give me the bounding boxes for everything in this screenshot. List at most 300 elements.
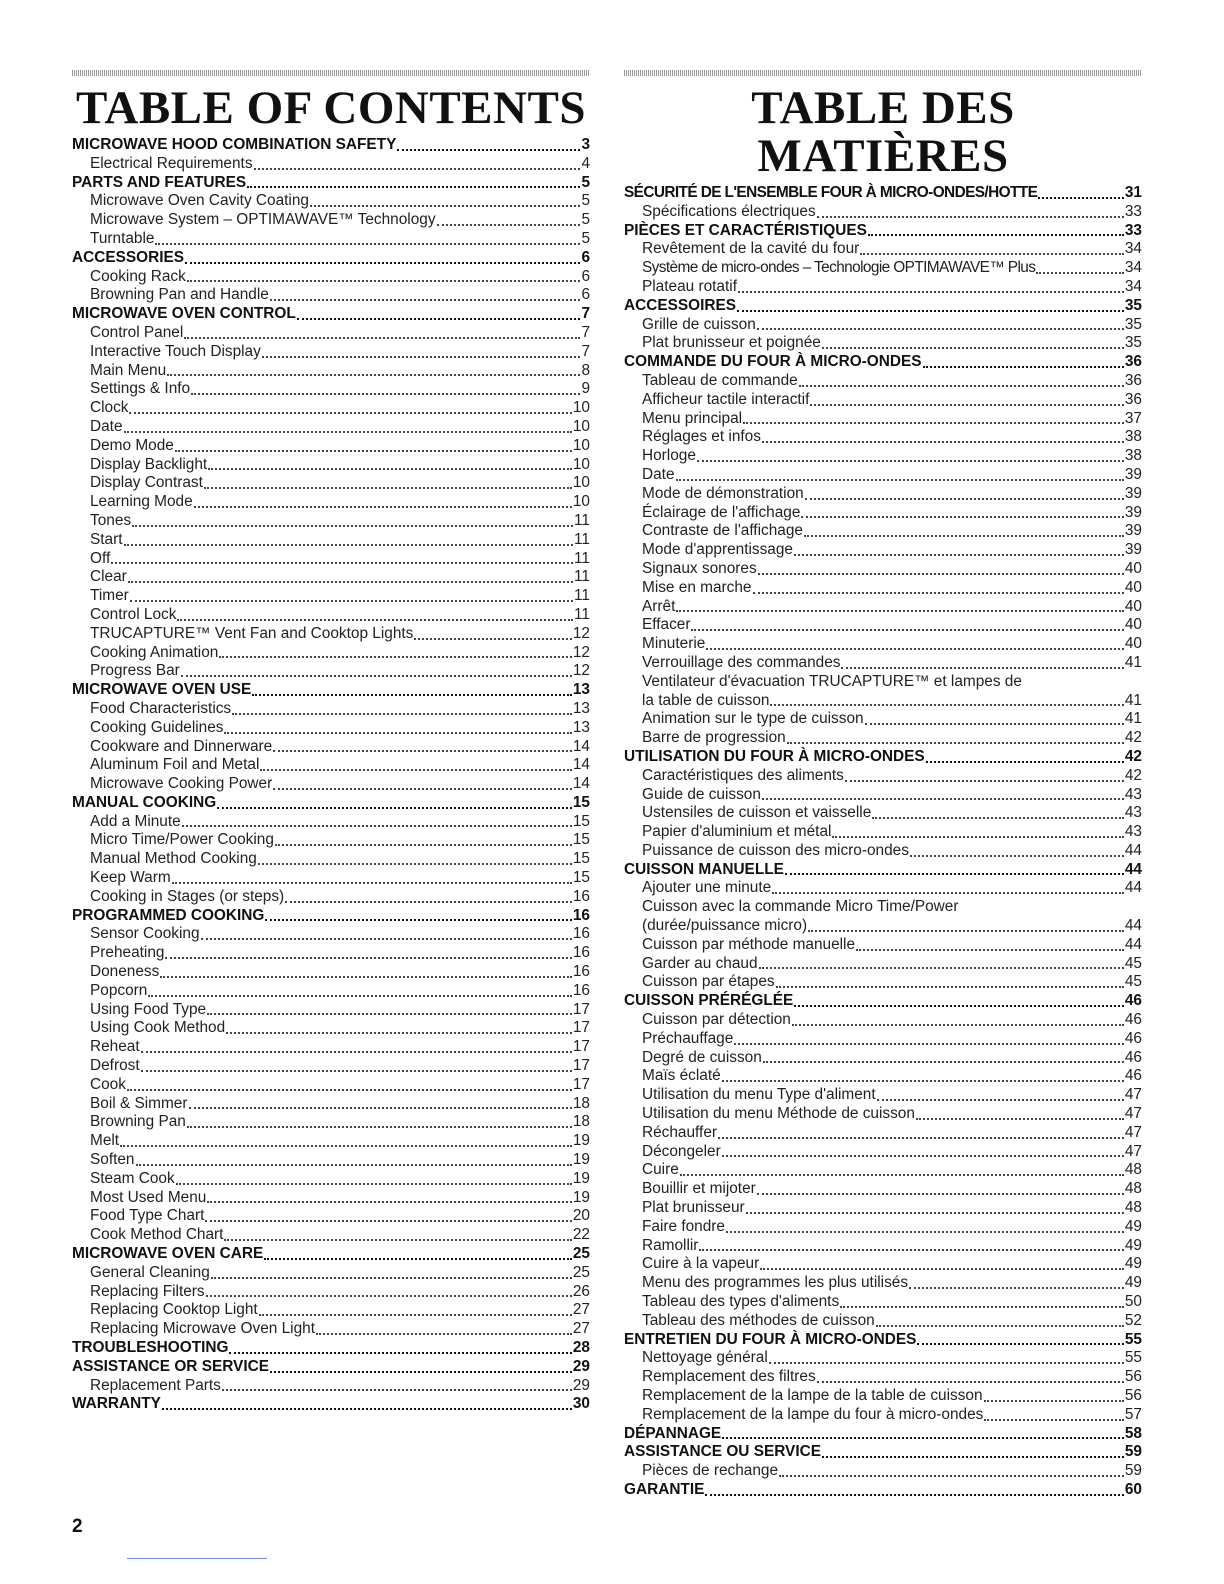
- toc-subsection-entry[interactable]: [624, 823, 1142, 842]
- toc-entry-text: Doneness: [90, 963, 160, 981]
- dot-leader: [680, 1174, 1124, 1176]
- dot-leader: [252, 694, 572, 696]
- toc-subsection-entry[interactable]: [624, 485, 1142, 504]
- dot-leader: [130, 600, 573, 602]
- toc-subsection-entry[interactable]: [624, 240, 1142, 259]
- toc-entry-text: PIÈCES ET CARACTÉRISTIQUES: [624, 221, 867, 239]
- toc-subsection-entry[interactable]: [72, 869, 590, 888]
- toc-subsection-entry[interactable]: [624, 917, 1142, 936]
- toc-subsection-entry[interactable]: [72, 1113, 590, 1132]
- toc-page-number: 40: [1124, 635, 1142, 653]
- toc-subsection-entry[interactable]: [72, 211, 590, 230]
- toc-subsection-entry[interactable]: [624, 1067, 1142, 1086]
- toc-entry-text: Menu des programmes les plus utilisés: [642, 1274, 909, 1292]
- toc-section-entry[interactable]: [624, 1481, 1142, 1500]
- toc-subsection-entry[interactable]: [72, 456, 590, 475]
- toc-entry-text: Préchauffage: [642, 1029, 734, 1047]
- toc-subsection-entry[interactable]: [72, 925, 590, 944]
- dot-leader: [799, 385, 1124, 387]
- toc-entry-text: Utilisation du menu Méthode de cuisson: [642, 1105, 915, 1123]
- toc-subsection-entry[interactable]: [624, 729, 1142, 748]
- toc-entry-text: Cuisson par méthode manuelle: [642, 935, 856, 953]
- toc-subsection-entry[interactable]: [72, 775, 590, 794]
- toc-section-entry[interactable]: [624, 353, 1142, 372]
- toc-entry-text: Main Menu: [90, 361, 167, 379]
- toc-section-entry[interactable]: [624, 748, 1142, 767]
- toc-subsection-entry[interactable]: [72, 399, 590, 418]
- toc-entry-text: (durée/puissance micro): [642, 917, 808, 935]
- toc-page-number: 45: [1124, 973, 1142, 991]
- dot-leader: [155, 243, 580, 245]
- toc-page-number: 44: [1124, 860, 1142, 878]
- toc-section-entry[interactable]: [72, 1358, 590, 1377]
- toc-page-number: 46: [1124, 1029, 1142, 1047]
- toc-section-entry[interactable]: [72, 249, 590, 268]
- dot-leader: [206, 1295, 572, 1297]
- dot-leader: [910, 855, 1124, 857]
- toc-entry-text: ACCESSOIRES: [624, 296, 737, 314]
- dot-leader: [189, 1107, 572, 1109]
- dot-leader: [877, 1099, 1124, 1101]
- toc-page-number: 16: [572, 963, 590, 981]
- dot-leader: [316, 1333, 572, 1335]
- toc-subsection-entry[interactable]: [72, 831, 590, 850]
- dot-leader: [275, 844, 572, 846]
- dot-leader: [1036, 272, 1124, 274]
- toc-page-number: 10: [572, 493, 590, 511]
- toc-subsection-entry[interactable]: [624, 955, 1142, 974]
- toc-entry-text: MICROWAVE OVEN USE: [72, 681, 252, 699]
- toc-subsection-entry[interactable]: [624, 616, 1142, 635]
- toc-subsection-entry[interactable]: [624, 391, 1142, 410]
- toc-entry-text: MANUAL COOKING: [72, 793, 217, 811]
- toc-entry-text: Garder au chaud: [642, 954, 758, 972]
- dot-leader: [772, 892, 1124, 894]
- toc-entry-text: Settings & Info: [90, 380, 191, 398]
- toc-subsection-entry[interactable]: [624, 372, 1142, 391]
- toc-section-entry[interactable]: [72, 794, 590, 813]
- toc-entry-text: MICROWAVE OVEN CONTROL: [72, 305, 296, 323]
- toc-subsection-entry[interactable]: [72, 493, 590, 512]
- toc-page-number: 19: [572, 1188, 590, 1206]
- toc-subsection-entry[interactable]: [72, 1001, 590, 1020]
- toc-page-number: 13: [572, 718, 590, 736]
- toc-subsection-entry[interactable]: [624, 278, 1142, 297]
- toc-subsection-entry[interactable]: [624, 259, 1142, 278]
- toc-subsection-entry[interactable]: [624, 560, 1142, 579]
- toc-entry-text: Tones: [90, 511, 132, 529]
- toc-section-entry[interactable]: [72, 1245, 590, 1264]
- toc-section-entry[interactable]: [72, 681, 590, 700]
- toc-section-entry[interactable]: [624, 1331, 1142, 1350]
- toc-subsection-entry[interactable]: [624, 1349, 1142, 1368]
- toc-subsection-entry[interactable]: [72, 418, 590, 437]
- toc-subsection-entry[interactable]: [72, 324, 590, 343]
- toc-subsection-entry[interactable]: [72, 1170, 590, 1189]
- toc-subsection-entry[interactable]: [72, 1207, 590, 1226]
- toc-entry-text: Replacing Filters: [90, 1282, 205, 1300]
- toc-subsection-entry[interactable]: [624, 1143, 1142, 1162]
- toc-entry-text: Progress Bar: [90, 662, 180, 680]
- toc-subsection-entry[interactable]: [624, 1274, 1142, 1293]
- toc-subsection-entry[interactable]: [72, 155, 590, 174]
- toc-entry-text: Browning Pan and Handle: [90, 286, 269, 304]
- toc-subsection-entry[interactable]: [72, 343, 590, 362]
- toc-subsection-entry[interactable]: [72, 982, 590, 1001]
- toc-page-number: 40: [1124, 559, 1142, 577]
- toc-section-entry[interactable]: [72, 174, 590, 193]
- toc-entry-text: Ventilateur d'évacuation TRUCAPTURE™ et lampes de: [642, 672, 1022, 690]
- dot-leader: [127, 1089, 572, 1091]
- dot-leader: [270, 299, 581, 301]
- toc-subsection-entry[interactable]: [624, 842, 1142, 861]
- dot-leader: [738, 291, 1124, 293]
- dot-leader: [856, 949, 1124, 951]
- dot-leader: [262, 356, 581, 358]
- toc-section-entry[interactable]: [624, 861, 1142, 880]
- toc-page-number: 42: [1124, 766, 1142, 784]
- toc-entry-text: Control Lock: [90, 605, 177, 623]
- toc-subsection-entry[interactable]: [72, 850, 590, 869]
- toc-subsection-entry[interactable]: [72, 756, 590, 775]
- toc-page-number: 44: [1124, 879, 1142, 897]
- toc-entry-text: TROUBLESHOOTING: [72, 1339, 229, 1356]
- toc-subsection-entry[interactable]: [624, 579, 1142, 598]
- dot-leader: [194, 506, 572, 508]
- toc-subsection-entry[interactable]: [72, 700, 590, 719]
- toc-subsection-entry[interactable]: [72, 437, 590, 456]
- toc-entry-text: SÉCURITÉ DE L'ENSEMBLE FOUR À MICRO-ONDES/HOTTE: [624, 184, 1038, 201]
- toc-subsection-entry[interactable]: [624, 973, 1142, 992]
- toc-entry-text: Control Panel: [90, 323, 184, 341]
- toc-subsection-entry[interactable]: [72, 738, 590, 757]
- toc-subsection-entry[interactable]: [72, 1076, 590, 1095]
- toc-subsection-entry[interactable]: [72, 512, 590, 531]
- toc-subsection-entry[interactable]: [624, 635, 1142, 654]
- dot-leader: [917, 1343, 1123, 1345]
- toc-subsection-entry[interactable]: [624, 1237, 1142, 1256]
- toc-subsection-entry[interactable]: [72, 1189, 590, 1208]
- toc-page-number: 11: [574, 587, 590, 605]
- toc-page-number: 5: [581, 229, 590, 247]
- toc-page-number: 12: [572, 662, 590, 680]
- toc-page-number: 42: [1124, 747, 1142, 765]
- toc-entry-text: Spécifications électriques: [642, 202, 816, 220]
- toc-page-number: 46: [1124, 1067, 1142, 1085]
- toc-entry-text: Animation sur le type de cuisson: [642, 710, 864, 728]
- toc-subsection-entry[interactable]: [624, 710, 1142, 729]
- toc-page-number: 18: [572, 1113, 590, 1131]
- toc-entry-text: Horloge: [642, 447, 696, 465]
- dot-leader: [111, 562, 573, 564]
- toc-subsection-entry[interactable]: [72, 286, 590, 305]
- toc-subsection-entry[interactable]: [624, 410, 1142, 429]
- toc-entry-text: Degré de cuisson: [642, 1048, 762, 1066]
- toc-subsection-entry[interactable]: [624, 1011, 1142, 1030]
- toc-entry-text: Afficheur tactile interactif: [642, 390, 810, 408]
- toc-entry-text: General Cleaning: [90, 1263, 210, 1281]
- toc-subsection-entry[interactable]: [72, 268, 590, 287]
- toc-subsection-entry[interactable]: [72, 1377, 590, 1396]
- toc-subsection-entry[interactable]: [624, 879, 1142, 898]
- dot-leader: [124, 544, 574, 546]
- toc-subsection-entry[interactable]: [624, 1218, 1142, 1237]
- toc-subsection-entry[interactable]: [624, 1368, 1142, 1387]
- toc-subsection-entry[interactable]: [624, 1312, 1142, 1331]
- toc-entry-text: Arrêt: [642, 597, 676, 615]
- dot-leader: [204, 487, 572, 489]
- dot-leader: [737, 310, 1124, 312]
- toc-page-number: 29: [572, 1376, 590, 1394]
- toc-section-entry[interactable]: [624, 297, 1142, 316]
- toc-page-number: 22: [572, 1226, 590, 1244]
- bottom-link-underline: [127, 1558, 267, 1559]
- toc-page-number: 56: [1124, 1368, 1142, 1386]
- toc-subsection-entry[interactable]: [624, 466, 1142, 485]
- toc-entry-text: COMMANDE DU FOUR À MICRO-ONDES: [624, 353, 922, 371]
- toc-entry-text: Cook Method Chart: [90, 1226, 224, 1244]
- dot-leader: [763, 1061, 1124, 1063]
- dot-leader: [792, 1024, 1124, 1026]
- toc-subsection-entry[interactable]: [72, 1057, 590, 1076]
- toc-subsection-entry[interactable]: [72, 531, 590, 550]
- toc-subsection-entry[interactable]: [72, 1226, 590, 1245]
- toc-entry-text: Cuire: [642, 1161, 679, 1179]
- toc-page-number: 12: [572, 643, 590, 661]
- toc-en-title: TABLE OF CONTENTS: [76, 82, 586, 134]
- dot-leader: [785, 873, 1124, 875]
- toc-section-entry[interactable]: [624, 1425, 1142, 1444]
- toc-entry-text: Off: [90, 549, 111, 567]
- toc-subsection-entry[interactable]: [624, 1293, 1142, 1312]
- toc-subsection-entry[interactable]: [72, 587, 590, 606]
- toc-subsection-entry[interactable]: [72, 550, 590, 569]
- toc-entry-text: Date: [642, 465, 675, 483]
- toc-subsection-entry[interactable]: [72, 963, 590, 982]
- toc-page-number: 16: [572, 944, 590, 962]
- toc-page-number: 10: [572, 436, 590, 454]
- toc-subsection-entry[interactable]: [624, 447, 1142, 466]
- toc-entry-text: GARANTIE: [624, 1480, 705, 1498]
- dot-leader: [808, 930, 1124, 932]
- toc-entry-text: Plateau rotatif: [642, 277, 737, 295]
- toc-subsection-entry[interactable]: [624, 334, 1142, 353]
- toc-subsection-entry[interactable]: [624, 541, 1142, 560]
- toc-page-number: 29: [572, 1357, 590, 1375]
- dot-leader: [181, 675, 572, 677]
- toc-entry-text: Food Characteristics: [90, 699, 232, 717]
- toc-entry-text: Cooking in Stages (or steps): [90, 887, 285, 905]
- toc-page-number: 44: [1124, 917, 1142, 935]
- toc-subsection-entry[interactable]: [72, 1283, 590, 1302]
- dot-leader: [208, 468, 572, 470]
- toc-subsection-entry[interactable]: [624, 654, 1142, 673]
- toc-section-entry[interactable]: [72, 907, 590, 926]
- toc-entry-text: Microwave Cooking Power: [90, 775, 273, 793]
- toc-subsection-entry[interactable]: [72, 1320, 590, 1339]
- toc-entry-text: Cookware and Dinnerware: [90, 737, 273, 755]
- toc-subsection-entry[interactable]: [72, 230, 590, 249]
- dot-leader: [757, 1193, 1124, 1195]
- dot-leader: [132, 525, 573, 527]
- toc-entry-text: ENTRETIEN DU FOUR À MICRO-ONDES: [624, 1330, 917, 1348]
- dot-leader: [722, 1155, 1124, 1157]
- toc-page-number: 49: [1124, 1236, 1142, 1254]
- toc-subsection-entry[interactable]: [72, 644, 590, 663]
- toc-entry-text: Caractéristiques des aliments: [642, 766, 844, 784]
- dot-leader: [397, 149, 580, 151]
- dot-leader: [810, 404, 1123, 406]
- toc-subsection-entry[interactable]: [72, 662, 590, 681]
- toc-entry-text: Papier d'aluminium et métal: [642, 823, 832, 841]
- toc-page-number: 12: [572, 624, 590, 642]
- toc-page-number: 11: [574, 511, 590, 529]
- dot-leader: [254, 168, 581, 170]
- toc-entry-text: Clear: [90, 568, 127, 586]
- toc-subsection-entry[interactable]: [72, 474, 590, 493]
- toc-section-entry[interactable]: [624, 1443, 1142, 1462]
- toc-section-entry[interactable]: [72, 1395, 590, 1414]
- toc-entry-text: Réglages et infos: [642, 428, 761, 446]
- toc-page-number: 17: [572, 1019, 590, 1037]
- toc-entry-text: Cooking Guidelines: [90, 718, 224, 736]
- toc-page-number: 27: [572, 1320, 590, 1338]
- toc-page-number: 34: [1124, 240, 1142, 258]
- toc-page-number: 18: [572, 1094, 590, 1112]
- dot-leader: [909, 1287, 1124, 1289]
- toc-subsection-entry[interactable]: [624, 1180, 1142, 1199]
- toc-entry-text: Plat brunisseur: [642, 1199, 745, 1217]
- toc-entry-text: Minuterie: [642, 635, 706, 653]
- dot-leader: [794, 1005, 1124, 1007]
- toc-subsection-entry[interactable]: [72, 1301, 590, 1320]
- toc-subsection-entry[interactable]: [624, 1462, 1142, 1481]
- toc-page-number: 56: [1124, 1387, 1142, 1404]
- toc-page-number: 15: [572, 831, 590, 849]
- toc-subsection-entry[interactable]: [624, 203, 1142, 222]
- toc-subsection-entry[interactable]: [72, 568, 590, 587]
- toc-page-number: 46: [1124, 1048, 1142, 1066]
- toc-subsection-entry[interactable]: [72, 719, 590, 738]
- dot-leader: [232, 713, 572, 715]
- toc-subsection-entry[interactable]: [72, 1095, 590, 1114]
- dot-leader: [872, 817, 1124, 819]
- dot-leader: [779, 1475, 1124, 1477]
- toc-entry-text: Tableau de commande: [642, 371, 798, 389]
- toc-page-number: 5: [581, 173, 590, 191]
- dot-leader: [148, 995, 572, 997]
- toc-section-entry[interactable]: [72, 305, 590, 324]
- toc-subsection-entry[interactable]: [72, 192, 590, 211]
- toc-subsection-entry[interactable]: [72, 1264, 590, 1283]
- toc-page-number: 36: [1124, 371, 1142, 389]
- toc-page-number: 57: [1124, 1405, 1142, 1423]
- toc-section-entry[interactable]: [72, 136, 590, 155]
- toc-subsection-entry[interactable]: [72, 1038, 590, 1057]
- toc-subsection-entry[interactable]: [624, 1030, 1142, 1049]
- toc-subsection-entry[interactable]: [72, 888, 590, 907]
- toc-page-number: 50: [1124, 1293, 1142, 1311]
- toc-section-entry[interactable]: [72, 1339, 590, 1358]
- toc-page-number: 47: [1124, 1086, 1142, 1104]
- toc-subsection-entry[interactable]: [624, 1049, 1142, 1068]
- toc-page-number: 19: [572, 1132, 590, 1150]
- toc-subsection-entry[interactable]: [624, 1161, 1142, 1180]
- toc-page-number: 48: [1124, 1199, 1142, 1217]
- toc-subsection-entry[interactable]: [624, 598, 1142, 617]
- toc-subsection-entry[interactable]: [72, 1151, 590, 1170]
- dot-leader: [258, 863, 572, 865]
- toc-section-entry[interactable]: [624, 184, 1142, 203]
- dot-leader: [285, 901, 572, 903]
- toc-entry-text: Effacer: [642, 616, 691, 634]
- toc-subsection-entry[interactable]: [624, 1105, 1142, 1124]
- toc-subsection-entry[interactable]: [624, 504, 1142, 523]
- toc-subsection-entry[interactable]: [624, 428, 1142, 447]
- toc-entry-text: ASSISTANCE OU SERVICE: [624, 1443, 821, 1461]
- toc-section-entry[interactable]: [624, 222, 1142, 241]
- toc-page-number: 58: [1124, 1424, 1142, 1442]
- top-rule: [624, 70, 1142, 76]
- toc-subsection-entry[interactable]: [624, 936, 1142, 955]
- toc-subsection-entry[interactable]: [624, 1199, 1142, 1218]
- dot-leader: [160, 976, 572, 978]
- toc-page-number: 41: [1124, 653, 1142, 671]
- toc-subsection-entry[interactable]: [624, 316, 1142, 335]
- toc-page-number: 41: [1124, 710, 1142, 728]
- toc-page-number: 55: [1124, 1330, 1142, 1348]
- toc-page-number: 15: [572, 869, 590, 887]
- toc-subsection-entry[interactable]: [624, 1086, 1142, 1105]
- toc-entry-text: Cuire à la vapeur: [642, 1255, 760, 1273]
- toc-entry-text: Aluminum Foil and Metal: [90, 756, 260, 774]
- toc-page-number: 47: [1124, 1105, 1142, 1123]
- toc-entry-text: CUISSON MANUELLE: [624, 860, 784, 878]
- toc-subsection-entry[interactable]: [72, 362, 590, 381]
- dot-leader: [817, 1381, 1124, 1383]
- toc-subsection-entry[interactable]: [72, 625, 590, 644]
- toc-subsection-entry[interactable]: [624, 522, 1142, 541]
- toc-subsection-entry[interactable]: [72, 813, 590, 832]
- toc-subsection-entry[interactable]: [624, 1124, 1142, 1143]
- toc-subsection-entry[interactable]: [624, 1387, 1142, 1406]
- toc-entry-text: Using Food Type: [90, 1000, 207, 1018]
- toc-entry-text: Grille de cuisson: [642, 315, 756, 333]
- toc-subsection-entry[interactable]: [72, 1132, 590, 1151]
- toc-page-number: 44: [1124, 841, 1142, 859]
- toc-subsection-entry[interactable]: [72, 380, 590, 399]
- dot-leader: [841, 667, 1123, 669]
- toc-subsection-entry[interactable]: [624, 692, 1142, 711]
- dot-leader: [224, 1239, 571, 1241]
- toc-subsection-entry[interactable]: [624, 786, 1142, 805]
- page-number: 2: [72, 1516, 83, 1537]
- toc-entry-text: Cooking Rack: [90, 267, 186, 285]
- dot-leader: [769, 1362, 1124, 1364]
- toc-page-number: 39: [1124, 541, 1142, 559]
- toc-subsection-entry[interactable]: [72, 1019, 590, 1038]
- toc-subsection-entry[interactable]: [624, 767, 1142, 786]
- toc-page-number: 8: [581, 361, 590, 379]
- toc-page-number: 43: [1124, 785, 1142, 803]
- toc-subsection-entry[interactable]: [624, 804, 1142, 823]
- toc-subsection-entry[interactable]: [624, 1255, 1142, 1274]
- toc-subsection-entry[interactable]: [624, 1406, 1142, 1425]
- toc-entry-text: Ustensiles de cuisson et vaisselle: [642, 804, 872, 822]
- toc-subsection-entry[interactable]: [72, 944, 590, 963]
- toc-section-entry[interactable]: [624, 992, 1142, 1011]
- toc-subsection-entry[interactable]: [72, 606, 590, 625]
